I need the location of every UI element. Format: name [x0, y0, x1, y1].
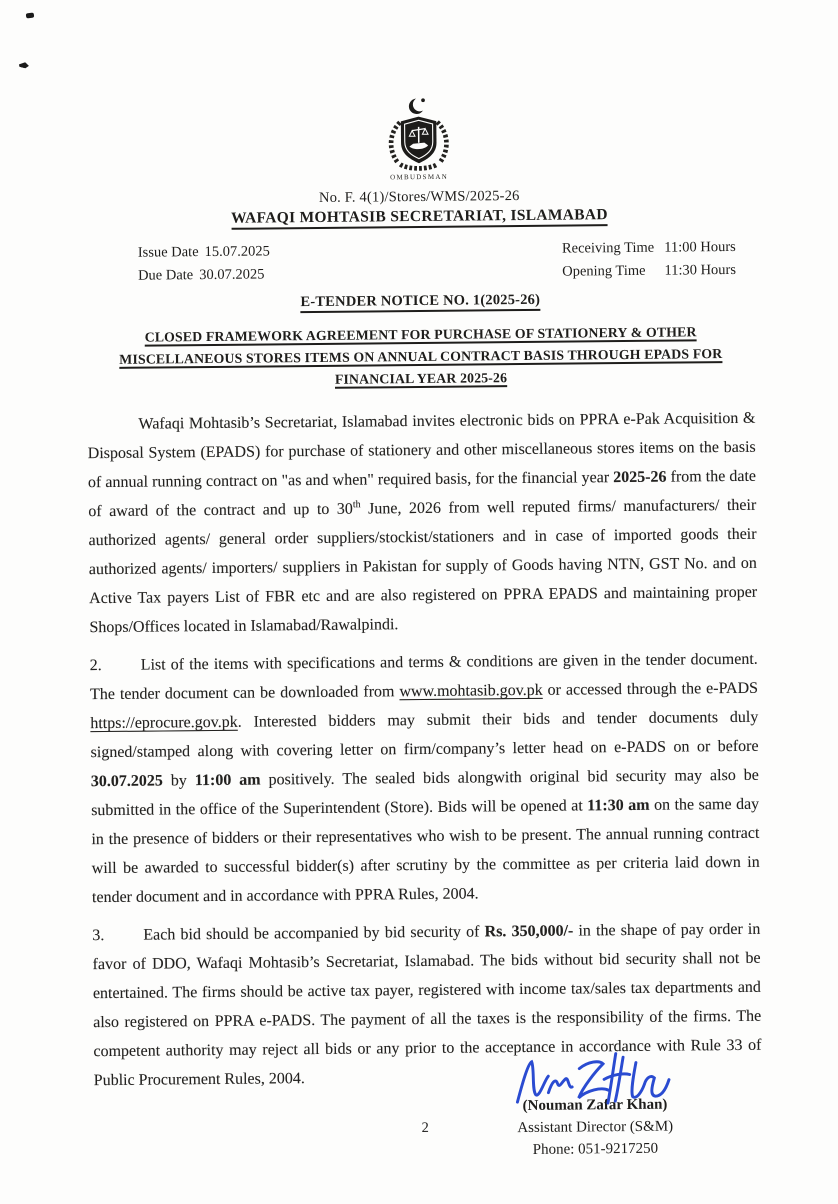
- letterhead: [84, 93, 753, 190]
- reference-number: No. F. 4(1)/Stores/WMS/2025-26: [85, 186, 753, 209]
- paragraph-number: 3.: [92, 921, 143, 950]
- paragraph-text: Wafaqi Mohtasib’s Secretariat, Islamabad invites electronic bids on PPRA e-Pak Acquisition & Disposal System (EPADS) for purchase of stationery and other miscellaneous stores items on the basis of annual running contract on "as and when" required basis, for the financial year 2025-26 from the date of award of the contract and up to 30th June, 2026 from well reputed firms/ manufacturers/ their authorized agents/ general order suppliers/stockist/stationers and in case of imported goods their authorized agents/ importers/ suppliers in Pakistan for supply of Goods having NTN, GST No. and on Active Tax payers List of FBR etc and are also registered on PPRA EPADS and maintaining proper Shops/Offices located in Islamabad/Rawalpindi.: [88, 410, 758, 636]
- receiving-time-value: 11:00 Hours: [664, 236, 736, 260]
- signatory-name: (Nouman Zafar Khan): [470, 1093, 720, 1117]
- meta-row: [86, 236, 754, 288]
- due-date-label: Due Date: [138, 267, 193, 284]
- times-block: [562, 236, 736, 284]
- opening-time-label: Opening Time: [562, 260, 654, 284]
- due-date-value: 30.07.2025: [199, 266, 264, 283]
- paragraph-2: [90, 645, 760, 912]
- paragraph-text: Each bid should be accompanied by bid security of Rs. 350,000/- in the shape of pay order in favor of DDO, Wafaqi Mohtasib’s Secretariat, Islamabad. The bids without bid security shall not be entertained. The firms should be active tax payer, registered with income tax/sales tax departments and also registered on PPRA e-PADS. The payment of all the taxes is the responsibility of the firms. The competent authority may reject all bids or any prior to the acceptance in accordance with Rule 33 of Public Procurement Rules, 2004.: [93, 921, 762, 1089]
- page-number: 2: [6, 1116, 838, 1141]
- logo-caption: OMBUDSMAN: [390, 173, 448, 182]
- organization-name: WAFAQI MOHTASIB SECRETARIAT, ISLAMABAD: [85, 205, 753, 229]
- notice-subject: CLOSED FRAMEWORK AGREEMENT FOR PURCHASE OF STATIONERY & OTHER MISCELLANEOUS STORES ITEMS ON ANNUAL CONTRACT BASIS THROUGH EPADS FOR FINANCIAL YEAR 2025-26: [101, 321, 742, 393]
- due-date-line: [138, 263, 270, 287]
- issue-date-line: [138, 240, 270, 264]
- signatory-phone: Phone: 051-9217250: [470, 1137, 720, 1161]
- paragraph-1: [87, 404, 757, 642]
- receiving-time-label: Receiving Time: [562, 237, 654, 261]
- issue-date-label: Issue Date: [138, 244, 199, 261]
- dates-block: [138, 240, 270, 287]
- ombudsman-emblem-icon: [362, 95, 475, 182]
- paragraph-text: List of the items with specifications and terms & conditions are given in the tender document. The tender document can be downloaded from www.mohtasib.gov.pk or accessed through the e-PADS https://eprocure.gov.pk. Interested bidders may submit their bids and tender documents duly signed/stamped along with covering letter on firm/company’s letter head on e-PADS on or before 30.07.2025 by 11:00 am positively. The sealed bids alongwith original bid security may also be submitted in the office of the Superintendent (Store). Bids will be opened at 11:30 am on the same day in the presence of bidders or their representatives who wish to be present. The annual running contract will be awarded to successful bidder(s) after scrutiny by the committee as per criteria laid down in tender document and in accordance with PPRA Rules, 2004.: [90, 651, 760, 906]
- notice-title: E-TENDER NOTICE NO. 1(2025-26): [86, 290, 754, 313]
- handwritten-signature-icon: [507, 1047, 686, 1113]
- issue-date-value: 15.07.2025: [205, 243, 270, 260]
- paragraph-number: 2.: [90, 651, 141, 680]
- signatory-title: Assistant Director (S&M): [470, 1115, 720, 1139]
- opening-time-value: 11:30 Hours: [664, 259, 736, 283]
